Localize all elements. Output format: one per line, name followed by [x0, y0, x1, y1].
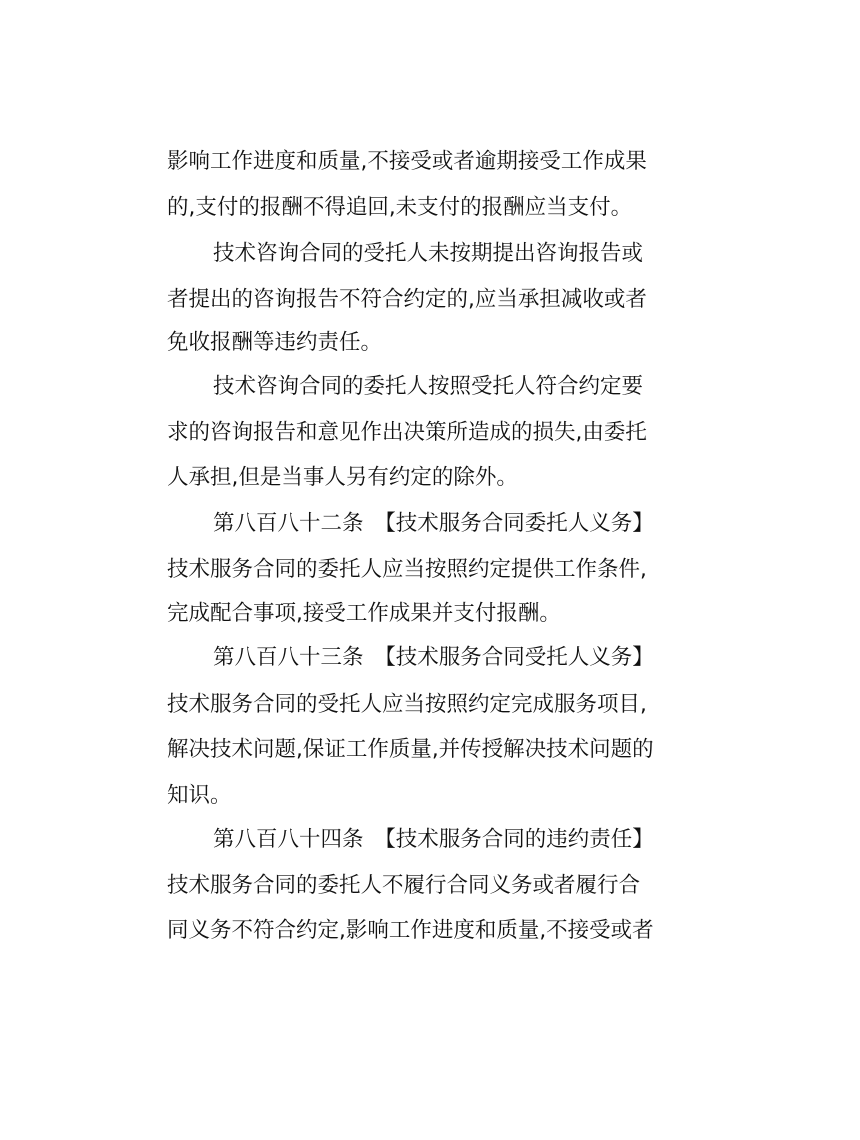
text-line: 影响工作进度和质量,不接受或者逾期接受工作成果: [167, 149, 647, 174]
text-line: 的,支付的报酬不得追回,未支付的报酬应当支付。: [167, 195, 633, 220]
text-line: 知识。: [167, 783, 232, 808]
paragraph-start-line: 技术咨询合同的受托人未按期提出咨询报告或: [213, 241, 644, 266]
text-line: 完成配合事项,接受工作成果并支付报酬。: [167, 601, 561, 626]
text-line: 解决技术问题,保证工作质量,并传授解决技术问题的: [167, 737, 654, 762]
text-line: 免收报酬等违约责任。: [167, 330, 383, 355]
article-heading: 第八百八十二条 【技术服务合同委托人义务】: [213, 511, 654, 536]
text-line: 求的咨询报告和意见作出决策所造成的损失,由委托: [167, 420, 647, 445]
text-line: 同义务不符合约定,影响工作进度和质量,不接受或者: [167, 918, 654, 943]
article-heading: 第八百八十三条 【技术服务合同受托人义务】: [213, 645, 654, 670]
article-heading: 第八百八十四条 【技术服务合同的违约责任】: [213, 827, 654, 852]
text-line: 技术服务合同的委托人应当按照约定提供工作条件,: [167, 557, 647, 582]
text-line: 技术服务合同的受托人应当按照约定完成服务项目,: [167, 692, 647, 717]
text-line: 人承担,但是当事人另有约定的除外。: [167, 465, 518, 490]
text-line: 技术服务合同的委托人不履行合同义务或者履行合: [167, 873, 641, 898]
paragraph-start-line: 技术咨询合同的委托人按照受托人符合约定要: [213, 374, 644, 399]
text-line: 者提出的咨询报告不符合约定的,应当承担减收或者: [167, 287, 647, 312]
